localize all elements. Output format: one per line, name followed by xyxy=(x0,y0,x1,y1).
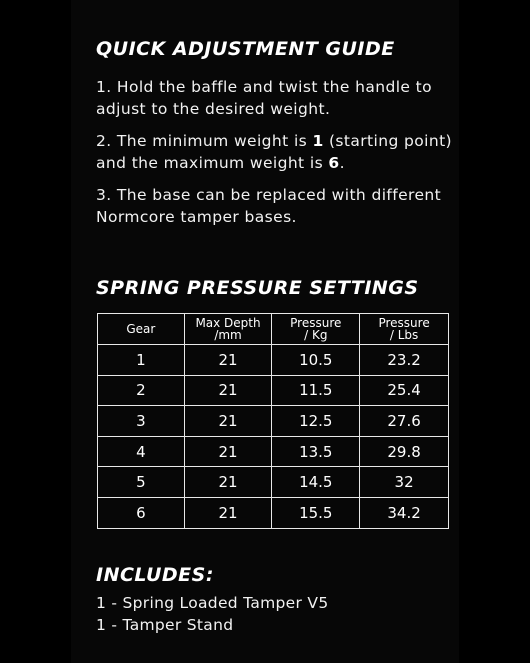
step-3-text: 3. The base can be replaced with different Normcore tamper bases. xyxy=(96,186,442,226)
cell-gear: 5 xyxy=(98,467,185,498)
includes-heading: INCLUDES: xyxy=(96,563,214,586)
header-max-depth-line2: /mm xyxy=(214,328,242,342)
cell-lbs: 27.6 xyxy=(360,406,449,437)
table-row xyxy=(98,436,449,467)
list-item: 1 - Tamper Stand xyxy=(96,615,234,634)
cell-depth: 21 xyxy=(184,345,272,376)
header-pressure-kg-line2: / Kg xyxy=(304,328,328,342)
cell-lbs: 25.4 xyxy=(360,375,449,406)
table-header-row xyxy=(98,314,449,345)
header-pressure-kg-line1: Pressure xyxy=(290,316,342,330)
cell-kg: 10.5 xyxy=(272,345,360,376)
header-pressure-kg xyxy=(272,314,360,345)
list-item: 1 - Spring Loaded Tamper V5 xyxy=(96,593,329,612)
cell-lbs: 34.2 xyxy=(360,497,449,528)
header-gear xyxy=(98,314,185,345)
min-weight-value: 1 xyxy=(312,132,324,150)
max-weight-value: 6 xyxy=(328,154,340,172)
cell-depth: 21 xyxy=(184,436,272,467)
cell-kg: 13.5 xyxy=(272,436,360,467)
header-pressure-lbs xyxy=(360,314,449,345)
step-2-part-a: 2. The minimum weight is xyxy=(96,132,313,150)
cell-lbs: 23.2 xyxy=(360,345,449,376)
step-2-part-c: . xyxy=(339,154,345,172)
spring-pressure-table xyxy=(97,313,449,529)
cell-depth: 21 xyxy=(184,375,272,406)
step-2-text xyxy=(96,130,466,174)
header-pressure-lbs-line2: / Lbs xyxy=(389,328,419,342)
spring-pressure-heading: SPRING PRESSURE SETTINGS xyxy=(96,277,419,299)
cell-depth: 21 xyxy=(184,467,272,498)
cell-kg: 11.5 xyxy=(272,375,360,406)
cell-gear: 2 xyxy=(98,375,185,406)
table-row xyxy=(98,375,449,406)
cell-depth: 21 xyxy=(184,497,272,528)
cell-gear: 1 xyxy=(98,345,185,376)
cell-gear: 6 xyxy=(98,497,185,528)
cell-kg: 12.5 xyxy=(272,406,360,437)
cell-gear: 4 xyxy=(98,436,185,467)
cell-lbs: 29.8 xyxy=(360,436,449,467)
table-row xyxy=(98,497,449,528)
quick-adjustment-heading: QUICK ADJUSTMENT GUIDE xyxy=(96,38,395,60)
cell-depth: 21 xyxy=(184,406,272,437)
table-row xyxy=(98,406,449,437)
cell-kg: 15.5 xyxy=(272,497,360,528)
header-max-depth-line1: Max Depth xyxy=(195,316,261,330)
header-max-depth xyxy=(184,314,272,345)
step-2-part-b: (starting point) and the maximum weight is xyxy=(96,132,452,172)
table-row xyxy=(98,345,449,376)
table-row xyxy=(98,467,449,498)
cell-kg: 14.5 xyxy=(272,467,360,498)
cell-lbs: 32 xyxy=(360,467,449,498)
includes-list xyxy=(96,592,466,636)
header-pressure-lbs-line1: Pressure xyxy=(378,316,430,330)
step-1-text: 1. Hold the baffle and twist the handle to adjust to the desired weight. xyxy=(96,78,433,118)
guide-content xyxy=(96,36,466,636)
header-gear-label: Gear xyxy=(126,322,156,336)
cell-gear: 3 xyxy=(98,406,185,437)
